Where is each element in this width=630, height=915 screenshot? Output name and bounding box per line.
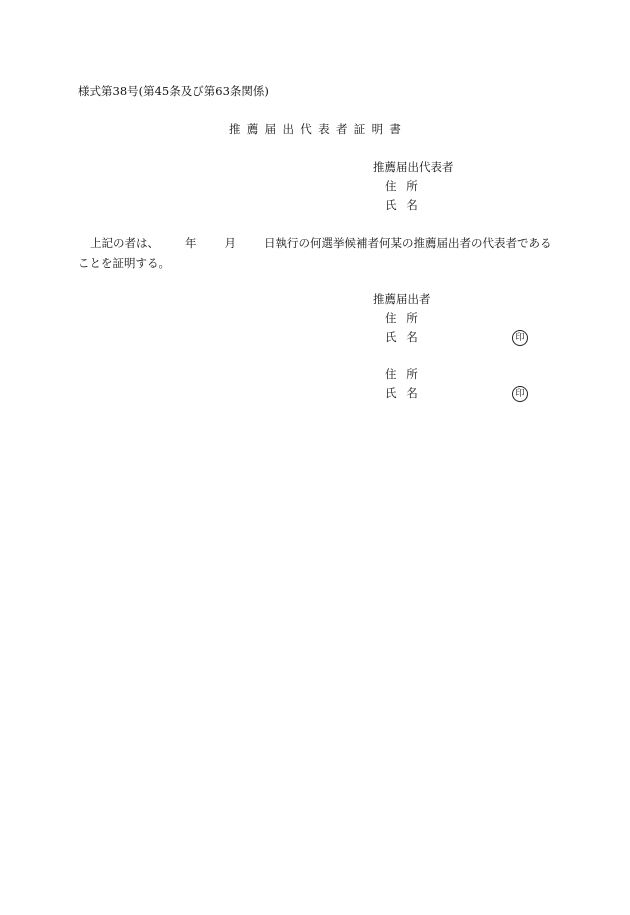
representative-address-label: 住所 <box>385 179 428 193</box>
submitters-heading: 推薦届出者 <box>373 292 431 306</box>
submitter-2-name-label: 氏名 <box>385 386 428 400</box>
form-number: 様式第38号(第45条及び第63条関係) <box>78 84 269 98</box>
certification-text-part2: 日執行の何選挙候補者何某の推薦届出者の代表者である <box>264 236 552 250</box>
document-title: 推薦届出代表者証明書 <box>229 122 408 136</box>
submitter-1-address-label: 住所 <box>385 311 428 325</box>
representative-heading: 推薦届出代表者 <box>373 160 454 174</box>
year-label: 年 <box>185 236 197 250</box>
seal-mark-icon: 印 <box>512 330 528 346</box>
certification-line-2: ことを証明する。 <box>78 256 170 270</box>
submitter-2-address-label: 住所 <box>385 367 428 381</box>
representative-name-label: 氏名 <box>385 198 428 212</box>
month-label: 月 <box>224 236 236 250</box>
certification-text-part1: 上記の者は、 <box>90 236 159 250</box>
submitter-1-name-label: 氏名 <box>385 330 428 344</box>
seal-mark-icon: 印 <box>512 386 528 402</box>
certification-line-1 <box>90 238 552 250</box>
